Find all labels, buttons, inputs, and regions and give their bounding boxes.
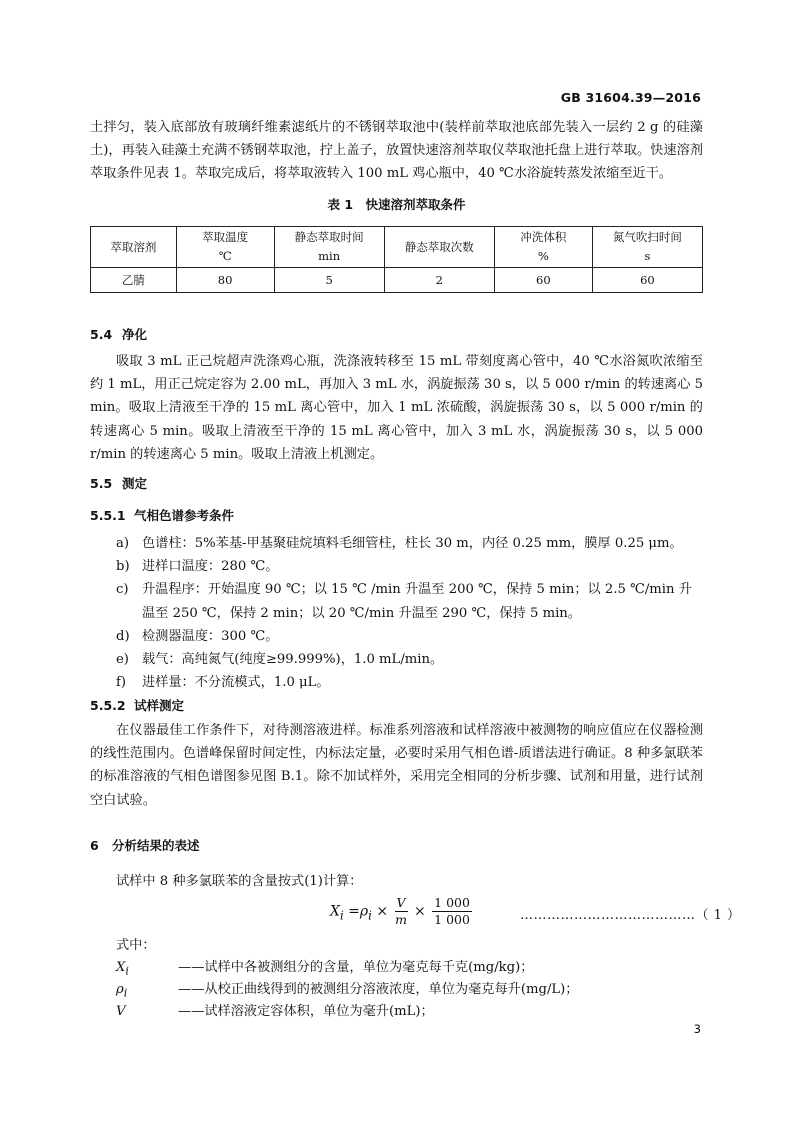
page-number: 3 <box>693 1022 701 1036</box>
table-header-cell: 静态萃取次数 <box>384 227 494 268</box>
formula-1: $X_i =\rho_i$ × $\frac{V}{m}$ × $\frac{1 000}{1 000}$ <box>330 895 470 927</box>
list-item: a) 色谱柱：5%苯基-甲基聚硅烷填料毛细管柱，柱长 30 m，内径 0.25 mm，膜厚 0.25 μm。 <box>116 536 683 551</box>
table-row <box>91 268 703 293</box>
table-cell: 80 <box>176 268 274 293</box>
table-header-cell: 氮气吹扫时间 s <box>592 227 702 268</box>
list-item: e) 载气：高纯氮气(纯度≥99.999%)，1.0 mL/min。 <box>116 652 444 668</box>
section-5-5-2-body: 在仪器最佳工作条件下，对待测溶液进样。标准系列溶液和试样溶液中被测物的响应值应在仪器检测的线性范围内。色谱峰保留时间定性，内标法定量，必要时采用气相色谱-质谱法进行确证。8 种多氯联苯的标准溶液的气相色谱图参见图 B.1。除不加试样外，采用完全相同的分析步骤、试剂和用量，进行试剂空白试验。 <box>90 723 703 808</box>
section-heading-5-5-1: 5.5.1 气相色谱参考条件 <box>90 508 235 523</box>
legend-item: $\rho_i$ ——从校正曲线得到的被测组分溶液浓度，单位为毫克每升(mg/L)； <box>116 982 579 1000</box>
extraction-conditions-table <box>90 226 703 293</box>
section-heading-5-5: 5.5 测定 <box>90 476 148 491</box>
where-label: 式中： <box>116 938 156 953</box>
table-cell: 60 <box>494 268 592 293</box>
table-header-cell: 冲洗体积 % <box>494 227 592 268</box>
gc-conditions-list <box>116 532 703 694</box>
list-item: d) 检测器温度：300 ℃。 <box>116 628 279 644</box>
fraction: $\frac{V}{m}$ <box>395 895 407 927</box>
table-cell: 2 <box>384 268 494 293</box>
table-header-row <box>91 227 703 268</box>
section-heading-6: 6 分析结果的表述 <box>90 838 200 853</box>
section-heading-5-4: 5.4 净化 <box>90 327 148 342</box>
fraction: $\frac{1 000}{1 000}$ <box>434 895 470 927</box>
section-heading-5-5-2: 5.5.2 试样测定 <box>90 698 185 713</box>
list-item: f) 进样量：不分流模式，1.0 μL。 <box>116 675 330 691</box>
section-5-4-body: 吸取 3 mL 正己烷超声洗涤鸡心瓶，洗涤液转移至 15 mL 带刻度离心管中，40 ℃水浴氮吹浓缩至约 1 mL，用正己烷定容为 2.00 mL，再加入 3 mL 水，涡旋振荡 30 s，以 5 000 r/min 的转速离心 5 min。吸取上清液至干净的 15 mL 离心管中，加入 1 mL 浓硫酸，涡旋振荡 30 s，以 5 000 r/min 的转速离心 5 min。吸取上清液至干净的 15 mL 离心管中，加入 3 mL 水，涡旋振荡 30 s，以 5 000 r/min 的转速离心 5 min。吸取上清液上机测定。 <box>90 354 703 462</box>
table-header-cell: 静态萃取时间 min <box>274 227 384 268</box>
legend-item: $X_i$ ——试样中各被测组分的含量，单位为毫克每千克(mg/kg)； <box>116 960 534 978</box>
table-cell: 60 <box>592 268 702 293</box>
list-item: c) 升温程序：开始温度 90 ℃；以 15 ℃ /min 升温至 200 ℃，保持 5 min；以 2.5 ℃/min 升温至 250 ℃，保持 2 min；以 20 ℃/min 升温至 290 ℃，保持 5 min。 <box>116 582 692 621</box>
equation-number: …………………………………（ 1 ） <box>520 908 741 923</box>
table-caption: 表 1 快速溶剂萃取条件 <box>327 197 466 212</box>
formula-intro: 试样中 8 种多氯联苯的含量按式(1)计算： <box>116 874 363 889</box>
legend-item: V ——试样溶液定容体积，单位为毫升(mL)； <box>116 1004 434 1019</box>
table-header-cell: 萃取溶剂 <box>91 227 177 268</box>
table-header-cell: 萃取温度 ℃ <box>176 227 274 268</box>
table-cell: 乙腈 <box>91 268 177 293</box>
list-item: b) 进样口温度：280 ℃。 <box>116 559 279 575</box>
standard-code: GB 31604.39—2016 <box>560 90 701 105</box>
table-cell: 5 <box>274 268 384 293</box>
intro-paragraph: 土拌匀，装入底部放有玻璃纤维素滤纸片的不锈钢萃取池中(装样前萃取池底部先装入一层约 2 g 的硅藻土)，再装入硅藻土充满不锈钢萃取池，拧上盖子，放置快速溶剂萃取仪萃取池托盘上进行萃取。快速溶剂萃取条件见表 1。萃取完成后，将萃取液转入 100 mL 鸡心瓶中，40 ℃水浴旋转蒸发浓缩至近干。 <box>90 120 703 182</box>
